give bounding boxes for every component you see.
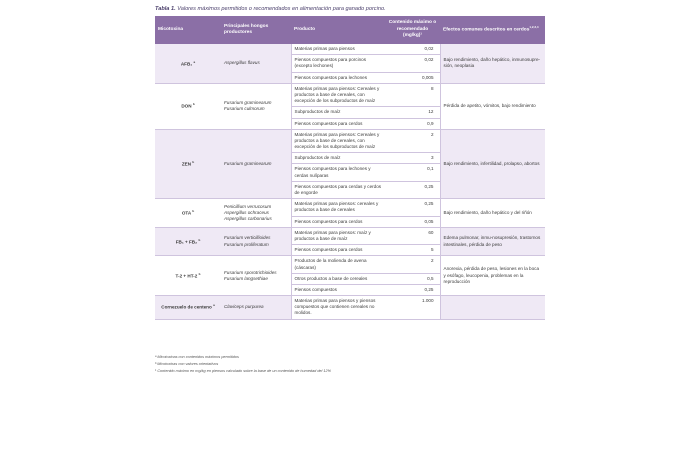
product-cell: Piensos compuestos para cerdos xyxy=(291,118,385,129)
table-row xyxy=(155,129,545,153)
effects-cell: Bajo rendimiento, infertilidad, prolapso, abortos xyxy=(440,129,545,199)
max-value-cell: 0,25 xyxy=(385,181,440,198)
product-cell: Piensos compuestos para cerdos xyxy=(291,216,385,227)
document-page xyxy=(155,6,545,375)
product-cell: Piensos compuestos xyxy=(291,284,385,295)
max-value-cell: 2 xyxy=(385,129,440,153)
product-cell: Piensos compuestos para cerdos xyxy=(291,245,385,256)
header-mycotoxin: Micotoxina xyxy=(155,16,221,44)
max-value-cell: 3 xyxy=(385,153,440,164)
max-value-cell: 5 xyxy=(385,245,440,256)
mycotoxin-footnote-mark: b xyxy=(192,102,195,107)
mycotoxin-name: ZEN xyxy=(181,161,192,167)
mycotoxin-name: DON xyxy=(181,103,192,109)
mycotoxin-name-cell xyxy=(155,199,221,228)
table-row xyxy=(155,44,545,55)
mycotoxin-group xyxy=(155,227,545,256)
mycotoxin-group xyxy=(155,256,545,296)
mycotoxin-group xyxy=(155,44,545,83)
table-number: Tabla 1. xyxy=(155,6,176,12)
fungi-cell: Fusarium graminearum Fusarium culmorum xyxy=(221,83,291,129)
max-value-cell: 8 xyxy=(385,83,440,107)
footnote: ¹ Contenido máximo en mg/kg en piensos calculado sobre la base de un contenido de humedad del 12% xyxy=(155,369,332,374)
mycotoxin-group xyxy=(155,129,545,199)
fungi-cell: Fusarium sporotrichioides Fusarium langsethiae xyxy=(221,256,291,296)
footnote: ᵇ Micotoxinas con valores orientativos xyxy=(155,361,219,366)
table-row xyxy=(155,83,545,107)
header-effects xyxy=(440,16,545,44)
mycotoxin-footnote-mark: b xyxy=(192,160,195,165)
product-cell: Materias primas para piensos y piensos compuestos que contienen cereales no molidos. xyxy=(291,296,385,320)
mycotoxin-table xyxy=(155,16,545,320)
table-caption-text: Valores máximos permitidos o recomendados en alimentación para ganado porcino. xyxy=(177,6,386,12)
header-fungi: Principales hongos productores xyxy=(221,16,291,44)
mycotoxin-group xyxy=(155,199,545,228)
mycotoxin-name: FB₁ + FB₂ xyxy=(175,239,198,245)
product-cell: Piensos compuestos para lechones xyxy=(291,72,385,83)
max-value-cell: 0,25 xyxy=(385,199,440,216)
product-cell: Materias primas para piensos: maíz y productos a base de maíz xyxy=(291,227,385,244)
max-value-cell: 0,25 xyxy=(385,284,440,295)
product-cell: Productos de la molienda de avena (cáscaras) xyxy=(291,256,385,273)
mycotoxin-name-cell xyxy=(155,83,221,129)
table-row xyxy=(155,256,545,273)
mycotoxin-group xyxy=(155,83,545,129)
table-caption xyxy=(155,6,545,12)
table-row xyxy=(155,227,545,244)
max-value-cell: 2 xyxy=(385,256,440,273)
product-cell: Piensos compuestos para lechones y cerdas nulíparas xyxy=(291,164,385,181)
fungi-cell: Aspergillus flavus xyxy=(221,44,291,83)
header-effects-text: Efectos comunes descritos en cerdos xyxy=(443,28,530,34)
effects-cell: Pérdida de apetito, vómitos, bajo rendimiento xyxy=(440,83,545,129)
max-value-cell: 1.000 xyxy=(385,296,440,320)
mycotoxin-name: OTA xyxy=(181,210,192,216)
table-header-row xyxy=(155,16,545,44)
mycotoxin-name-cell xyxy=(155,256,221,296)
effects-cell: Edema pulmonar, inmu-nosupresión, trastornos intestinales, pérdida de peso xyxy=(440,227,545,256)
max-value-cell: 0,05 xyxy=(385,216,440,227)
mycotoxin-name-cell xyxy=(155,129,221,199)
max-value-cell: 12 xyxy=(385,107,440,118)
product-cell: Subproductos de maíz xyxy=(291,153,385,164)
mycotoxin-footnote-mark: b xyxy=(198,237,201,242)
max-value-cell: 0,1 xyxy=(385,164,440,181)
effects-cell: Bajo rendimiento, daño hepático, inmunosupre-sión, neoplasia xyxy=(440,44,545,83)
max-value-cell: 0,005 xyxy=(385,72,440,83)
max-value-cell: 0,02 xyxy=(385,44,440,55)
footnote: ᵃ Micotoxinas con contenidos máximos permitidos xyxy=(155,354,239,359)
max-value-cell: 0,9 xyxy=(385,118,440,129)
mycotoxin-footnote-mark: b xyxy=(192,209,195,214)
mycotoxin-name: Cornezuelo de centeno xyxy=(161,305,212,311)
product-cell: Otros productos a base de cereales xyxy=(291,273,385,284)
product-cell: Materias primas para piensos: cereales y productos a base de cereales xyxy=(291,199,385,216)
mycotoxin-footnote-mark: a xyxy=(213,303,215,308)
fungi-cell: Fusarium graminearum xyxy=(221,129,291,199)
table-row xyxy=(155,296,545,320)
product-cell: Piensos compuestos para porcinos (excepto lechones) xyxy=(291,55,385,72)
fungi-cell: Penicillium verrucosum Aspergillus ochraceus Aspergillus carbonarius xyxy=(221,199,291,228)
fungi-cell: Fusarium verticillioides Fusarium proliferatum xyxy=(221,227,291,256)
footnotes xyxy=(155,354,545,376)
max-value-cell: 0,5 xyxy=(385,273,440,284)
header-max-value: Contenido máximo o recomendado (mg/kg)¹ xyxy=(385,16,440,44)
max-value-cell: 0,02 xyxy=(385,55,440,72)
mycotoxin-name-cell xyxy=(155,296,221,320)
header-product: Producto xyxy=(291,16,385,44)
mycotoxin-name: AFB₁ xyxy=(180,61,193,67)
mycotoxin-group xyxy=(155,296,545,320)
product-cell: Materias primas para piensos: Cereales y productos a base de cereales, con excepción de los subproductos de maíz xyxy=(291,83,385,107)
product-cell: Piensos compuestos para cerdas y cerdos de engorde xyxy=(291,181,385,198)
product-cell: Materias primas para piensos: Cereales y productos a base de cereales, con excepción de los subproductos de maíz xyxy=(291,129,385,153)
product-cell: Materias primas para piensos xyxy=(291,44,385,55)
effects-cell: Bajo rendimiento, daño hepático y del riñón xyxy=(440,199,545,228)
product-cell: Subproductos de maíz xyxy=(291,107,385,118)
mycotoxin-footnote-mark: b xyxy=(198,271,201,276)
table-row xyxy=(155,199,545,216)
max-value-cell: 60 xyxy=(385,227,440,244)
mycotoxin-name: T-2 + HT-2 xyxy=(175,273,198,279)
mycotoxin-name-cell xyxy=(155,44,221,83)
mycotoxin-name-cell xyxy=(155,227,221,256)
mycotoxin-footnote-mark: a xyxy=(193,59,196,64)
effects-cell xyxy=(440,296,545,320)
header-effects-sup: 1,2,3,4 xyxy=(529,25,539,30)
effects-cell: Anorexia, pérdida de peso, lesiones en la boca y esófago, leucopenia, problemas en la reproducción xyxy=(440,256,545,296)
fungi-cell: Claviceps purpurea xyxy=(221,296,291,320)
